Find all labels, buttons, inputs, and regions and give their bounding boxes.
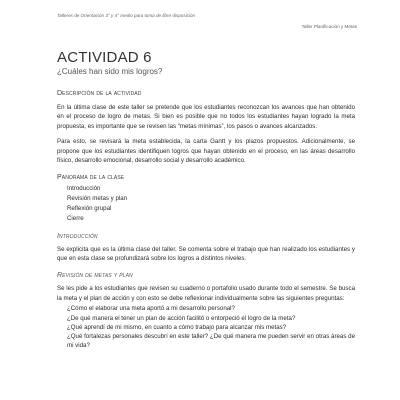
list-item: Cierre	[67, 214, 84, 222]
activity-title: ACTIVIDAD 6	[57, 49, 152, 66]
overview-list	[57, 184, 355, 223]
review-paragraph: Se les pide a los estudiantes que revisen su cuaderno o portafolio usado durante todo el semestre. Se busca la meta y el plan de acción y con esto se debe reflexionar individualmente sobre las siguientes preguntas:	[57, 285, 355, 302]
overview-heading: Panorama de la clase	[57, 174, 125, 182]
list-item: ¿De qué manera el tener un plan de acción facilitó o entorpeció el logro de la meta?	[67, 314, 296, 322]
document-body	[57, 50, 355, 351]
list-item: Introducción	[67, 185, 101, 193]
review-heading: Revisión de metas y plan	[57, 272, 133, 280]
description-paragraph-1: En la última clase de este taller se pretende que los estudiantes reconozcan los avances que han obtenido en el proceso de logro de metas. Si bien es posible que no todos los estudiantes hayan logrado la meta propuesta, es importante que se revisen las “metas mínimas”, los pasos o avances alcanzados.	[57, 104, 355, 130]
list-item: ¿Qué fortalezas personales descubrí en este taller? ¿De qué manera me pueden servir en otras áreas de mi vida?	[67, 333, 355, 350]
list-item: ¿Cómo el elaborar una meta aportó a mi desarrollo personal?	[67, 305, 235, 313]
list-item: Reflexión grupal	[67, 205, 112, 213]
running-header-right: Taller Planificación y Metas	[301, 24, 357, 29]
description-paragraph-2: Para esto, se revisará la meta establecida, la carta Gantt y los plazos propuestos. Adicionalmente, se propone que los estudiantes identifiquen logros que hayan obtenido en el proceso, en las áreas desarrollo físico, desarrollo emocional, desarrollo social y desarrollo académico.	[57, 138, 355, 165]
question-list	[57, 304, 355, 350]
running-header-left: Talleres de Orientación 3° y 4° medio para toma de libre disposición	[57, 13, 196, 18]
intro-heading: Introducción	[57, 232, 98, 240]
description-heading: Descripción de la actividad	[57, 90, 142, 97]
list-item: Revisión metas y plan	[67, 195, 128, 203]
list-item: ¿Qué aprendí de mi mismo, en cuanto a cómo trabajo para alcanzar mis metas?	[67, 323, 287, 331]
intro-paragraph: Se explicita que es la última clase del taller. Se comenta sobre el trabajo que han realizado los estudiantes y que en esta clase se profundizará sobre los logros a distintos niveles.	[57, 245, 355, 263]
activity-subtitle: ¿Cuáles han sido mis logros?	[57, 67, 163, 76]
